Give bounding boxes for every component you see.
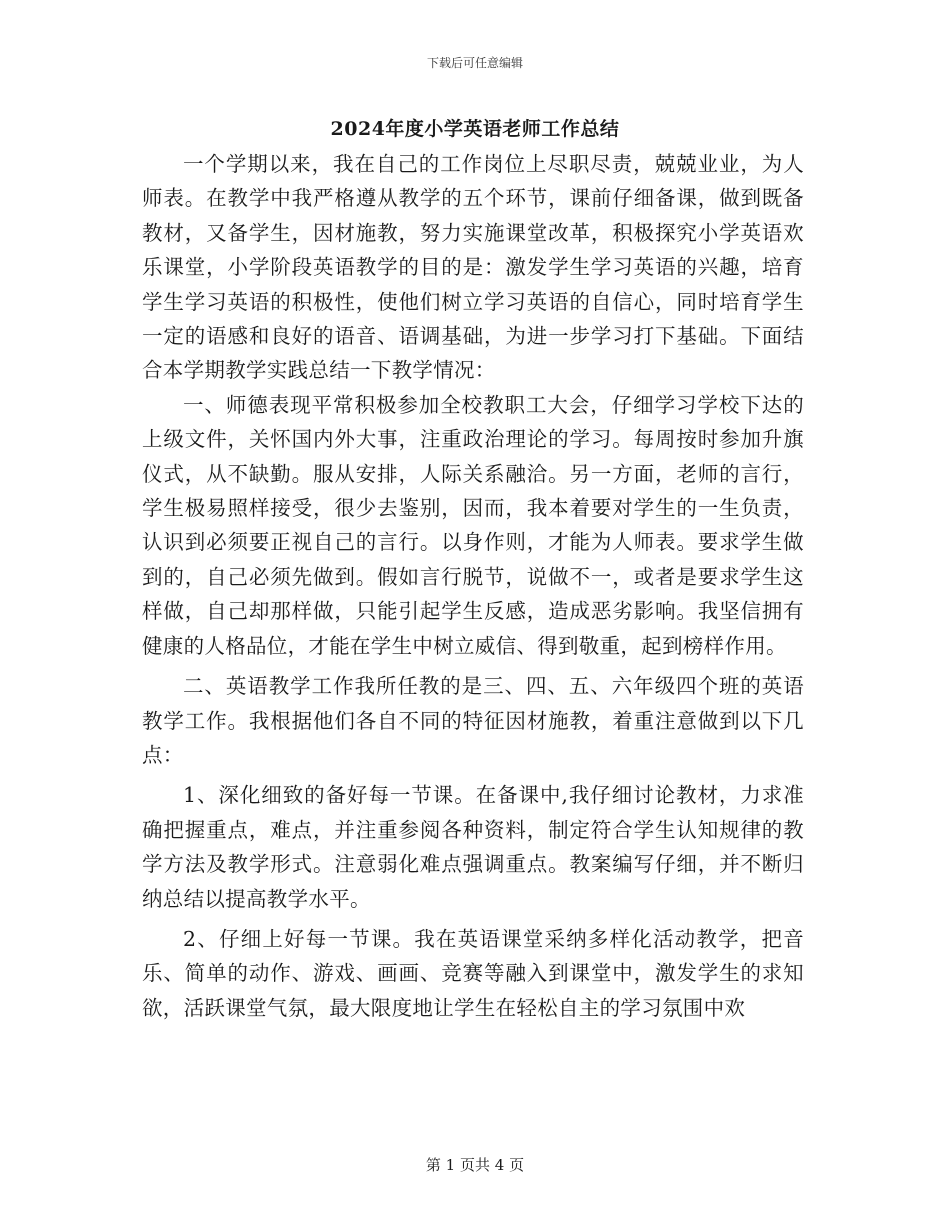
page-number: 第 1 页共 4 页: [425, 1156, 525, 1174]
paragraph-class-teaching: 2、仔细上好每一节课。我在英语课堂采纳多样化活动教学，把音乐、简单的动作、游戏、画画、竞赛等融入到课堂中，激发学生的求知欲，活跃课堂气氛，最大限度地让学生在轻松自主的学习氛围中欢: [142, 926, 804, 1020]
paragraph-intro: 一个学期以来，我在自己的工作岗位上尽职尽责，兢兢业业，为人师表。在教学中我严格遵从教学的五个环节，课前仔细备课，做到既备教材，又备学生，因材施教，努力实施课堂改革，积极探究小学英语欢乐课堂，小学阶段英语教学的目的是：激发学生学习英语的兴趣，培育学生学习英语的积极性，使他们树立学习英语的自信心，同时培育学生一定的语感和良好的语音、语调基础，为进一步学习打下基础。下面结合本学期教学实践总结一下教学情况：: [142, 152, 804, 383]
page-header-note: 下载后可任意编辑: [426, 56, 523, 70]
paragraph-lesson-prep: 1、深化细致的备好每一节课。在备课中,我仔细讨论教材，力求准确把握重点，难点，并注重参阅各种资料，制定符合学生认知规律的教学方法及教学形式。注意弱化难点强调重点。教案编写仔细，并不断归纳总结以提高教学水平。: [142, 783, 804, 911]
paragraph-teacher-ethics: 一、师德表现平常积极参加全校教职工大会，仔细学习学校下达的上级文件，关怀国内外大事，注重政治理论的学习。每周按时参加升旗仪式，从不缺勤。服从安排，人际关系融洽。另一方面，老师的言行，学生极易照样接受，很少去鉴别，因而，我本着要对学生的一生负责，认识到必须要正视自己的言行。以身作则，才能为人师表。要求学生做到的，自己必须先做到。假如言行脱节，说做不一，或者是要求学生这样做，自己却那样做，只能引起学生反感，造成恶劣影响。我坚信拥有健康的人格品位，才能在学生中树立威信、得到敬重，起到榜样作用。: [142, 392, 804, 658]
document-body: [142, 147, 804, 1025]
paragraph-english-teaching: 二、英语教学工作我所任教的是三、四、五、六年级四个班的英语教学工作。我根据他们各自不同的特征因材施教，着重注意做到以下几点：: [142, 674, 804, 767]
document-title: 2024年度小学英语老师工作总结: [330, 118, 620, 140]
